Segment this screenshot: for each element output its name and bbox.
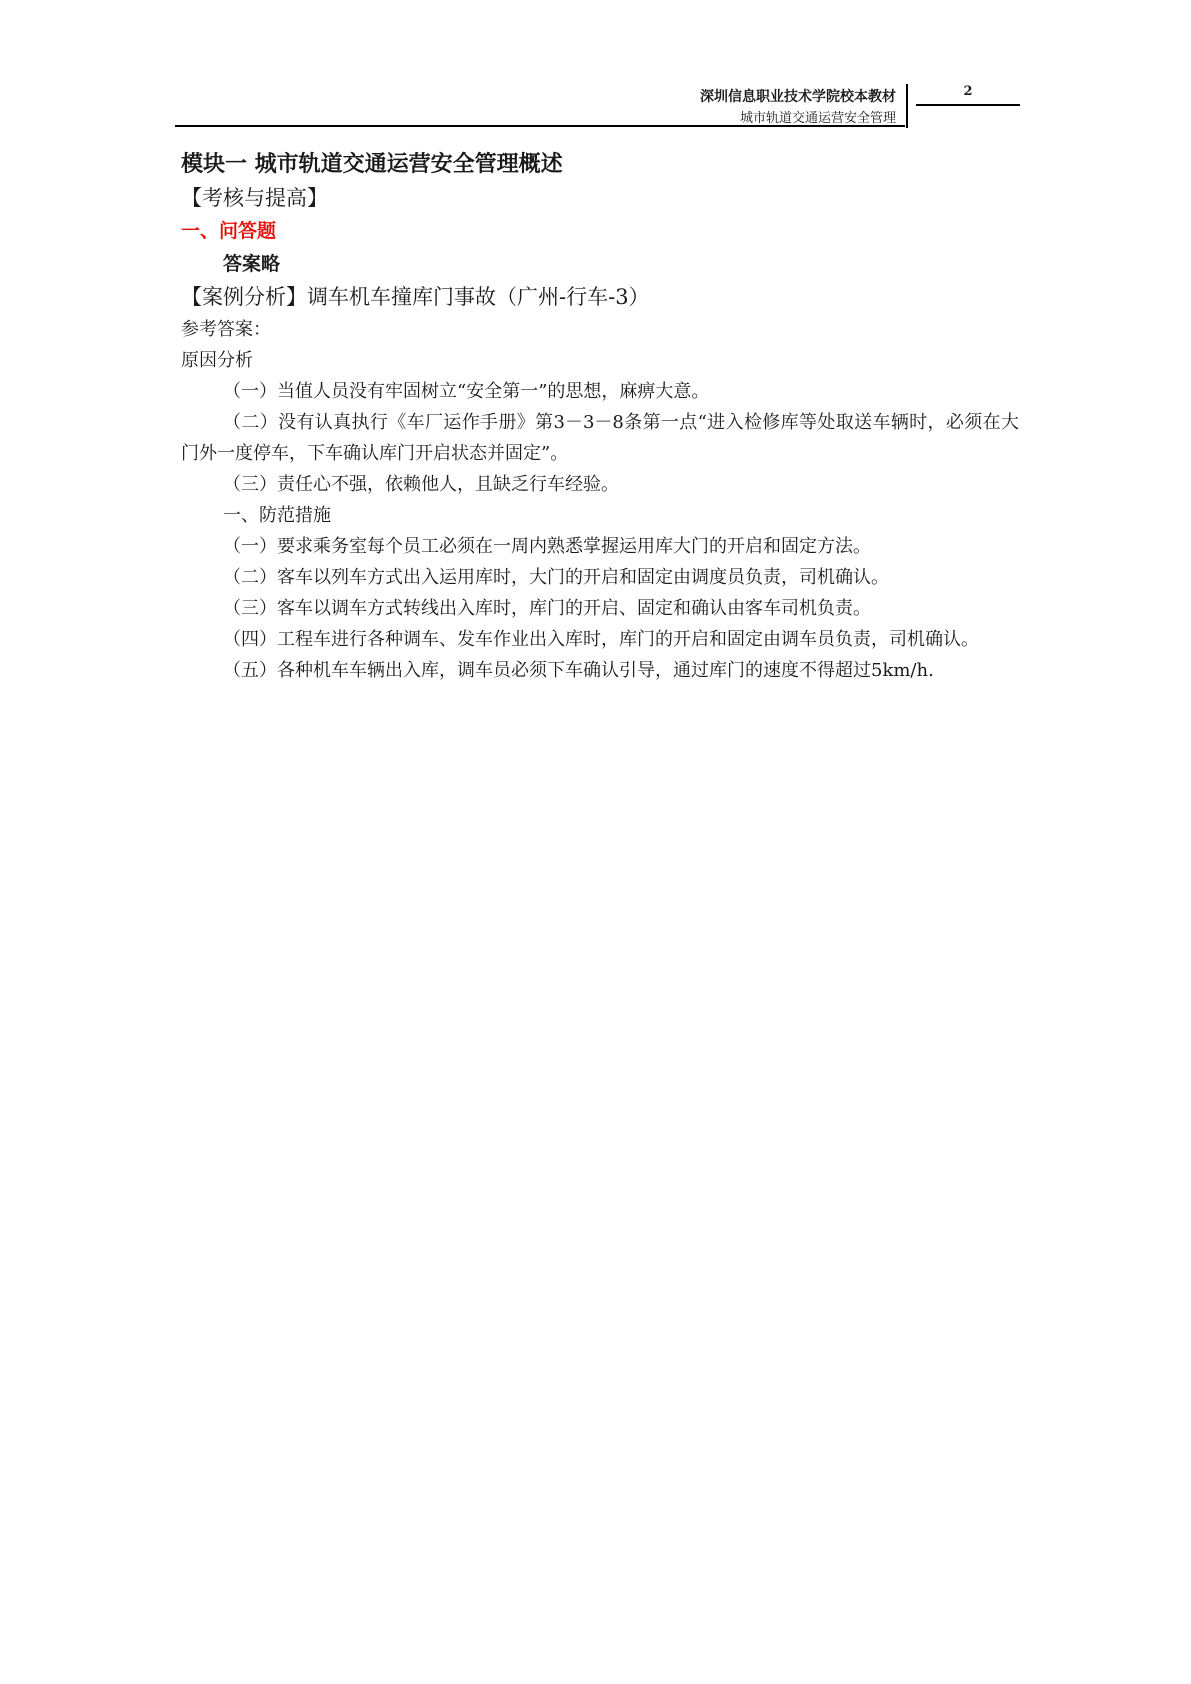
measure-item: （一）要求乘务室每个员工必须在一周内熟悉掌握运用库大门的开启和固定方法。 [223, 536, 871, 557]
cause-label: 原因分析 [181, 350, 253, 371]
qa-answer: 答案略 [223, 253, 281, 275]
header-rule [175, 125, 905, 127]
measure-item: （四）工程车进行各种调车、发车作业出入库时，库门的开启和固定由调车员负责，司机确认。 [223, 629, 979, 650]
assessment-heading: 【考核与提高】 [181, 186, 328, 210]
measure-item: （三）客车以调车方式转线出入库时，库门的开启、固定和确认由客车司机负责。 [223, 598, 871, 619]
header-school-name: 深圳信息职业技术学院校本教材 [700, 89, 896, 105]
header-course-name: 城市轨道交通运营安全管理 [739, 111, 896, 126]
cause-item: （二）没有认真执行《车厂运作手册》第3－3－8条第一点“进入检修库等处取送车辆时，必须在大门外一度停车，下车确认库门开启状态并固定”。 [181, 412, 1019, 464]
header-divider [906, 84, 908, 128]
measure-item: （二）客车以列车方式出入运用库时，大门的开启和固定由调度员负责，司机确认。 [223, 567, 889, 588]
cause-list [181, 376, 1019, 500]
measure-list [181, 531, 1019, 686]
reference-label: 参考答案： [181, 319, 271, 340]
page-content [181, 148, 1019, 686]
page-number-rule [916, 104, 1020, 106]
module-title: 模块一 城市轨道交通运营安全管理概述 [181, 152, 563, 177]
page-number: 2 [963, 84, 973, 99]
case-heading: 【案例分析】调车机车撞库门事故（广州-行车-3） [181, 285, 650, 309]
measure-item: （五）各种机车车辆出入库，调车员必须下车确认引导，通过库门的速度不得超过5km/h. [223, 660, 934, 681]
qa-heading: 一、问答题 [181, 220, 277, 242]
measures-label: 一、防范措施 [223, 505, 331, 526]
cause-item: （一）当值人员没有牢固树立“安全第一”的思想，麻痹大意。 [223, 381, 710, 402]
cause-item: （三）责任心不强，依赖他人，且缺乏行车经验。 [223, 474, 619, 495]
